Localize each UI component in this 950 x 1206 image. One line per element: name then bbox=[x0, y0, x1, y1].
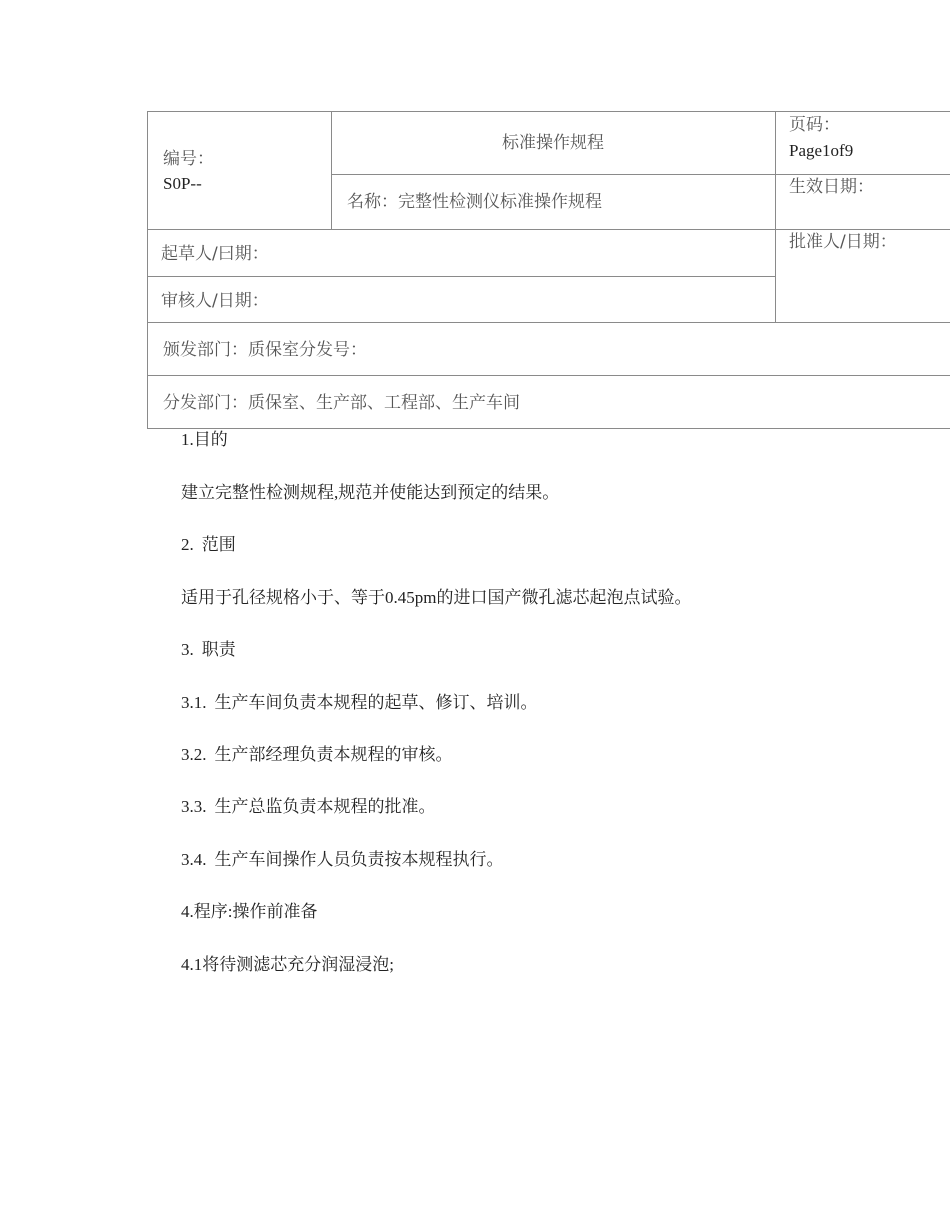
item-number: 3.2. bbox=[181, 745, 207, 764]
issuing-department: 颁发部门：质保室分发号： bbox=[163, 340, 367, 360]
item-number: 3.3. bbox=[181, 797, 207, 816]
divider-line bbox=[775, 112, 776, 322]
item-text: 生产车间负责本规程的起草、修订、培训。 bbox=[214, 693, 538, 712]
doc-number-value: S0P-- bbox=[163, 174, 202, 193]
section-1-heading: 1.目的 bbox=[181, 430, 228, 449]
section-title: 范围 bbox=[201, 535, 236, 554]
section-3-heading bbox=[181, 638, 236, 662]
drafter-field: 起草人/曰期： bbox=[161, 244, 269, 264]
item-text: 生产总监负责本规程的批准。 bbox=[214, 797, 436, 816]
divider-line bbox=[148, 322, 950, 323]
section-2-text: 适用于孔径规格小于、等于0.45pm的进口国产微孔滤芯起泡点试验。 bbox=[181, 588, 692, 607]
list-item bbox=[181, 743, 453, 767]
list-item bbox=[181, 848, 504, 872]
page-number: Page1of9 bbox=[789, 141, 854, 160]
doc-name: 名称：完整性检测仪标准操作规程 bbox=[347, 192, 602, 212]
item-text: 生产部经理负责本规程的审核。 bbox=[214, 745, 453, 764]
reviewer-field: 审核人/日期： bbox=[161, 291, 269, 311]
list-item bbox=[181, 691, 538, 715]
distribution-department: 分发部门：质保室、生产部、工程部、生产车间 bbox=[163, 393, 520, 413]
divider-line bbox=[148, 375, 950, 376]
doc-number-label: 编号： bbox=[163, 149, 214, 169]
item-number: 3.1. bbox=[181, 693, 207, 712]
list-item bbox=[181, 795, 436, 819]
page-label: 页码： bbox=[789, 115, 840, 135]
approver-field: 批准人/日期： bbox=[789, 232, 897, 252]
divider-line bbox=[148, 276, 775, 277]
section-number: 2. bbox=[181, 535, 194, 554]
section-number: 3. bbox=[181, 640, 194, 659]
section-1-text: 建立完整性检测规程,规范并使能达到预定的结果。 bbox=[181, 483, 560, 502]
effective-date-label: 生效日期： bbox=[789, 177, 874, 197]
item-text: 生产车间操作人员负责按本规程执行。 bbox=[214, 850, 504, 869]
section-2-heading bbox=[181, 533, 236, 557]
section-title: 职责 bbox=[201, 640, 236, 659]
section-4-heading: 4.程序:操作前准备 bbox=[181, 902, 318, 921]
sop-header-table bbox=[147, 111, 950, 429]
item-number: 3.4. bbox=[181, 850, 207, 869]
section-4-1-text: 4.1将待测滤芯充分润湿浸泡; bbox=[181, 955, 394, 974]
doc-title: 标准操作规程 bbox=[502, 133, 604, 153]
divider-line bbox=[331, 112, 332, 229]
